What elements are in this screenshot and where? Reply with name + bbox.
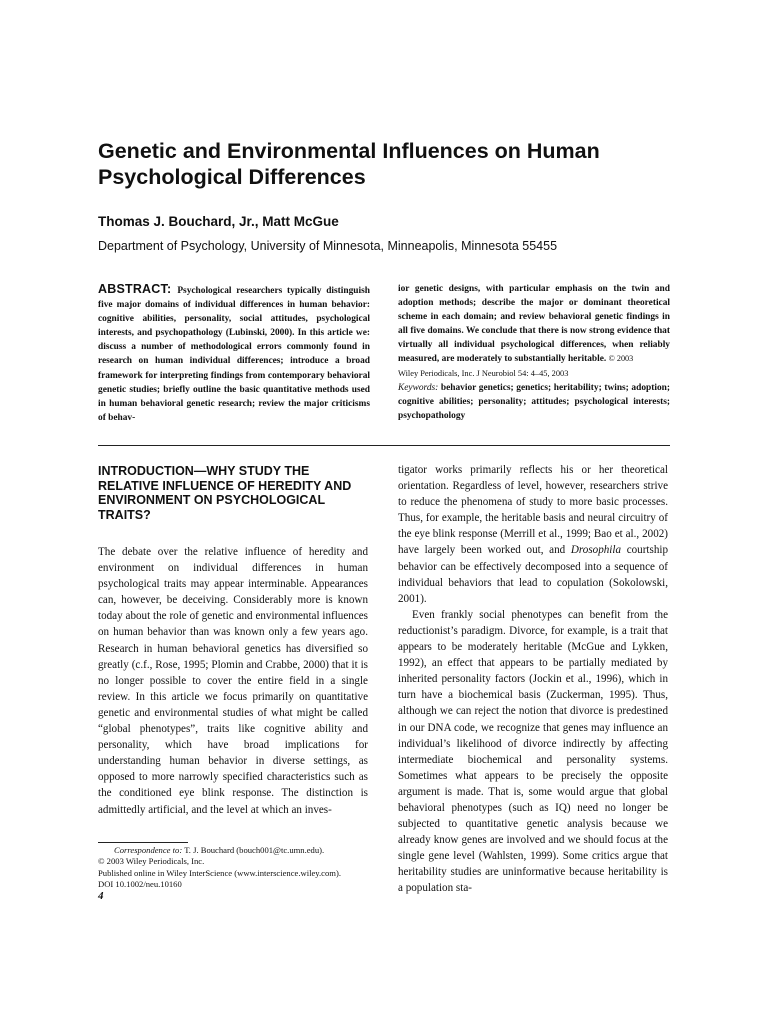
correspondence-label: Correspondence to: (114, 845, 183, 855)
abstract-left-column (98, 282, 370, 425)
correspondence-line (98, 845, 388, 856)
paragraph-text: courtship behavior can be effectively decomposed into a sequence of individual behaviors that lead to copulation (Sokolowski, 2001). (398, 544, 668, 605)
paragraph-text: tigator works primarily reflects his or her theoretical orientation. Regardless of level, however, researchers strive to reduce the phenomena of study to more basic processes. Thus, for example, the heritable basis and neural circuitry of the eye blink response (Merrill et al., 1999; Bao et al., 2002) have largely been worked out, and (398, 464, 668, 557)
abstract-text-right: ior genetic designs, with particular emphasis on the twin and adoption methods; describe the major or dominant theoretical scheme in each domain; and review behavioral genetic findings in all five domains. We conclude that there is now strong evidence that virtually all individual psychological differences, when reliably measured, are moderately to substantially heritable. (398, 284, 670, 365)
keywords-label: Keywords: (398, 382, 439, 393)
section-divider (98, 445, 670, 446)
paragraph (398, 462, 668, 607)
abstract-copyright: © 2003 (608, 354, 634, 364)
author-list: Thomas J. Bouchard, Jr., Matt McGue (98, 214, 339, 229)
copyright-line: © 2003 Wiley Periodicals, Inc. (98, 856, 205, 867)
species-name: Drosophila (570, 544, 622, 557)
page-number: 4 (98, 890, 104, 902)
abstract-right-column (398, 282, 670, 423)
doi-line: DOI 10.1002/neu.10160 (98, 879, 182, 890)
journal-citation: Wiley Periodicals, Inc. J Neurobiol 54: 4–45, 2003 (398, 368, 569, 378)
paragraph: The debate over the relative influence of heredity and environment on individual differences in human psychological traits may appear interminable. Appearances can, however, be deceiving. Considerably more is known today about the role of genetic and environmental influences on human behavior than was known only a few years ago. Research in human behavioral genetics has diversified so greatly (c.f., Rose, 1995; Plomin and Crabbe, 2000) that it is no longer possible to cover the entire field in a single review. In this article we focus primarily on quantitative genetic and environmental studies of what might be called “global phenotypes”, traits like cognitive ability and personality, which have broad implications for understanding human behavior in diverse settings, as opposed to more narrowly specified characteristics such as the conditioned eye blink response. The distinction is admittedly artificial, and the level at which an inves- (98, 546, 368, 816)
footnote-divider (98, 842, 188, 843)
footnote-block (98, 845, 388, 891)
abstract-text-left: Psychological researchers typically distinguish five major domains of individual differences in human behavior: cognitive abilities, personality, social attitudes, psychological interests, and psychopathology (Lubinski, 2000). In this article we: discuss a number of methodological errors commonly found in research on human individual differences; introduce a broad framework for interpreting findings from contemporary behavioral genetic studies; briefly outline the basic quantitative methods used in human behavioral genetic research; review the major criticisms of behav- (98, 286, 370, 423)
paragraph: Even frankly social phenotypes can benefit from the reductionist’s paradigm. Divorce, for example, is a trait that appears to be moderately heritable (McGue and Lykken, 1992), an effect that appears to be partially mediated by inherited personality factors (Jockin et al., 1996), which in turn have a biochemical basis (Zuckerman, 1995). Thus, although we can reject the notion that divorce is predestined in our DNA code, we recognize that genes may influence an individual’s likelihood of divorce indirectly by affecting intermediate biochemical and personality systems. Sometimes what appears to be precisely the opposite argument is made. That is, some would argue that global behavioral phenotypes (such as IQ) need no longer be subjected to quantitative genetic analysis because we already know genes are involved and we should focus at the single gene level (Wahlsten, 1999). Some critics argue that heritability studies are uninformative because heritability is a population sta- (398, 608, 668, 895)
keywords-text: behavior genetics; genetics; heritability; twins; adoption; cognitive abilities; personality; attitudes; psychological interests; psychopathology (398, 382, 670, 421)
abstract-heading: ABSTRACT: (98, 282, 172, 296)
publication-line: Published online in Wiley InterScience (www.interscience.wiley.com). (98, 867, 341, 878)
section-heading: INTRODUCTION—WHY STUDY THE RELATIVE INFLUENCE OF HEREDITY AND ENVIRONMENT ON PSYCHOLOGICAL TRAITS? (98, 464, 352, 522)
body-right-column (398, 462, 668, 897)
article-title: Genetic and Environmental Influences on Human Psychological Differences (98, 139, 600, 189)
correspondence-text: T. J. Bouchard (bouch001@tc.umn.edu). (184, 845, 325, 855)
body-left-column (98, 544, 368, 818)
affiliation: Department of Psychology, University of Minnesota, Minneapolis, Minnesota 55455 (98, 239, 558, 253)
